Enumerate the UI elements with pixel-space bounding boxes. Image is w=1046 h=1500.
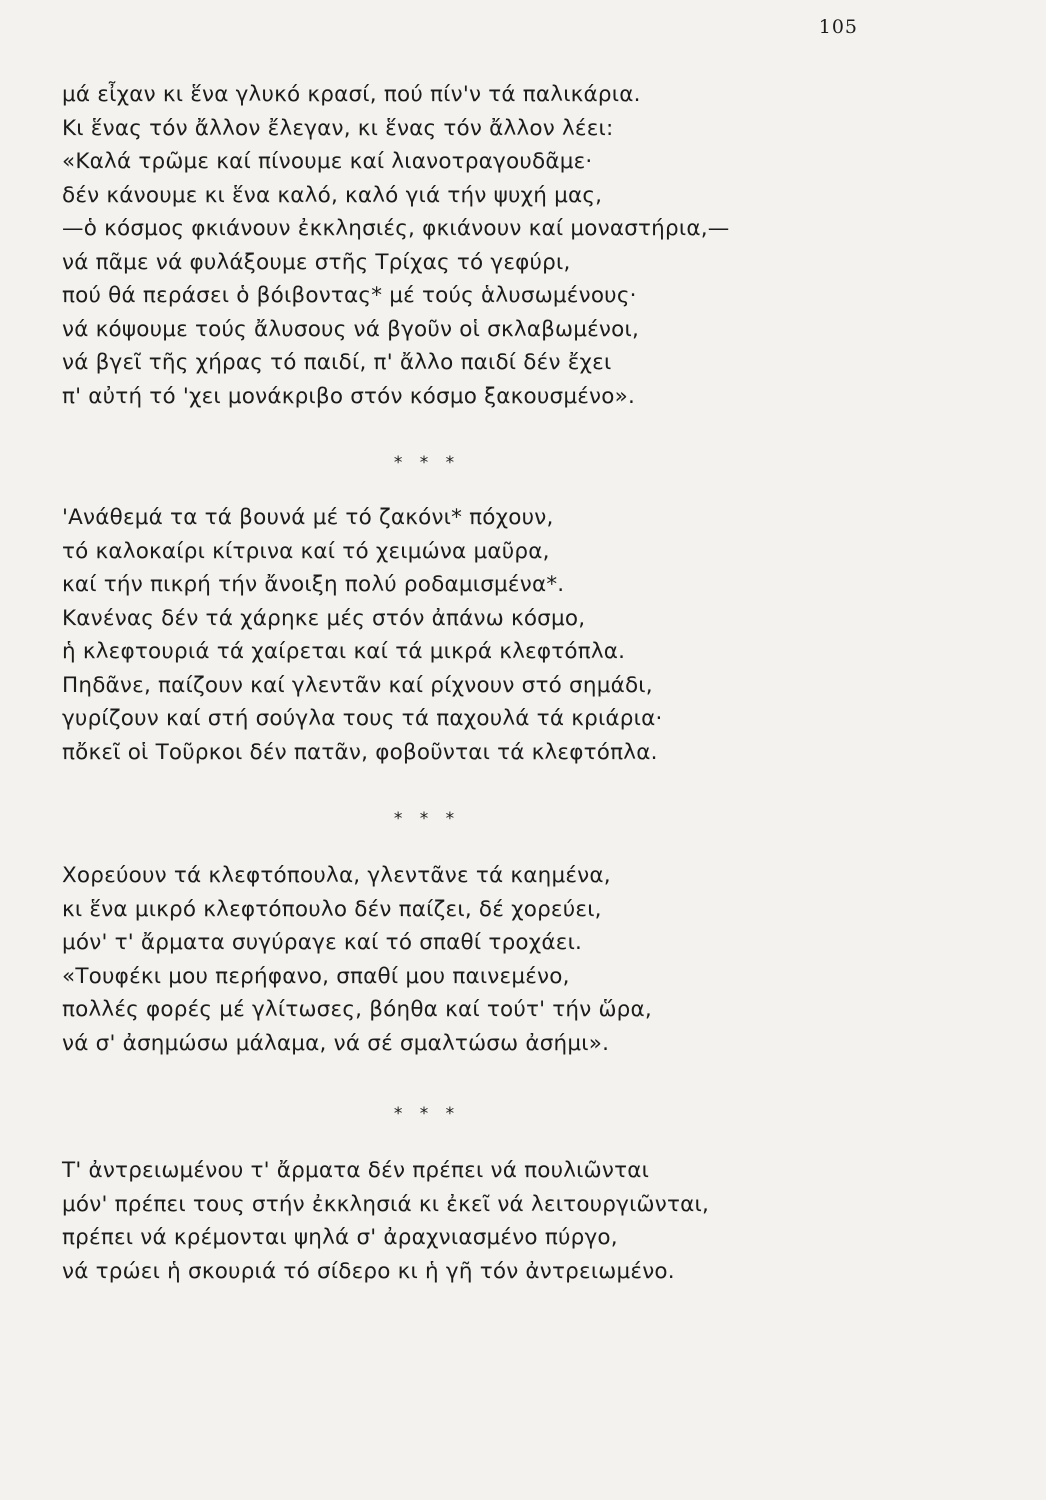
verse-line: κι ἕνα μικρό κλεφτόπουλο δέν παίζει, δέ χορεύει, (62, 896, 602, 922)
verse-line: καί τήν πικρή τήν ἄνοιξη πολύ ροδαμισμένα*. (62, 572, 565, 597)
verse-line: ἡ κλεφτουριά τά χαίρεται καί τά μικρά κλεφτόπλα. (62, 639, 626, 664)
stanza-separator: * * * (393, 453, 461, 473)
verse-line: τό καλοκαίρι κίτρινα καί τό χειμώνα μαῦρα, (62, 538, 550, 564)
stanza-2 (62, 501, 862, 769)
verse-line: πού θά περάσει ὁ βόιβοντας* μέ τούς ἁλυσωμένους· (62, 283, 637, 308)
verse-line: μά εἶχαν κι ἕνα γλυκό κρασί, πού πίν'ν τά παλικάρια. (62, 82, 641, 107)
verse-line: νά κόψουμε τούς ἄλυσους νά βγοῦν οἱ σκλαβωμένοι, (62, 316, 640, 342)
verse-line: Κανένας δέν τά χάρηκε μές στόν ἀπάνω κόσμο, (62, 605, 586, 631)
verse-line: πολλές φορές μέ γλίτωσες, βόηθα καί τούτ' τήν ὥρα, (62, 997, 652, 1022)
verse-line: πρέπει νά κρέμονται ψηλά σ' ἀραχνιασμένο πύργο, (62, 1225, 618, 1250)
page-number: 105 (818, 16, 858, 38)
verse-line: πὄκεῖ οἱ Τοῦρκοι δέν πατᾶν, φοβοῦνται τά κλεφτόπλα. (62, 739, 658, 765)
verse-line: «Τουφέκι μου περήφανο, σπαθί μου παινεμένο, (62, 963, 570, 989)
verse-line: μόν' τ' ἄρματα συγύραγε καί τό σπαθί τροχάει. (62, 930, 583, 955)
stanza-separator: * * * (393, 809, 461, 829)
verse-line: μόν' πρέπει τους στήν ἐκκλησιά κι ἐκεῖ νά λειτουργιῶνται, (62, 1191, 709, 1217)
verse-line: —ὁ κόσμος φκιάνουν ἐκκλησιές, φκιάνουν καί μοναστήρια,— (62, 216, 730, 241)
verse-line: Πηδᾶνε, παίζουν καί γλεντᾶν καί ρίχνουν στό σημάδι, (62, 672, 653, 698)
verse-line: Κι ἕνας τόν ἄλλον ἔλεγαν, κι ἕνας τόν ἄλλον λέει: (62, 115, 614, 141)
stanza-3 (62, 859, 862, 1060)
stanza-4 (62, 1154, 862, 1288)
verse-line: νά τρώει ἡ σκουριά τό σίδερο κι ἡ γῆ τόν ἀντρειωμένο. (62, 1258, 675, 1284)
verse-line: Χορεύουν τά κλεφτόπουλα, γλεντᾶνε τά καημένα, (62, 863, 611, 888)
verse-line: δέν κάνουμε κι ἕνα καλό, καλό γιά τήν ψυχή μας, (62, 182, 603, 208)
verse-line: 'Ανάθεμά τα τά βουνά μέ τό ζακόνι* πόχουν, (62, 505, 554, 530)
verse-line: νά πᾶμε νά φυλάξουμε στῆς Τρίχας τό γεφύρι, (62, 249, 571, 275)
verse-line: γυρίζουν καί στή σούγλα τους τά παχουλά τά κριάρια· (62, 706, 663, 731)
stanza-separator: * * * (393, 1104, 461, 1124)
poem-text (62, 78, 862, 1288)
verse-line: «Καλά τρῶμε καί πίνουμε καί λιανοτραγουδᾶμε· (62, 149, 593, 174)
verse-line: π' αὐτή τό 'χει μονάκριβο στόν κόσμο ξακουσμένο». (62, 383, 636, 409)
verse-line: Τ' ἀντρειωμένου τ' ἄρματα δέν πρέπει νά πουλιῶνται (62, 1158, 650, 1183)
verse-line: νά βγεῖ τῆς χήρας τό παιδί, π' ἄλλο παιδί δέν ἔχει (62, 350, 612, 375)
verse-line: νά σ' ἀσημώσω μάλαμα, νά σέ σμαλτώσω ἀσήμι». (62, 1030, 610, 1056)
stanza-1 (62, 78, 862, 413)
